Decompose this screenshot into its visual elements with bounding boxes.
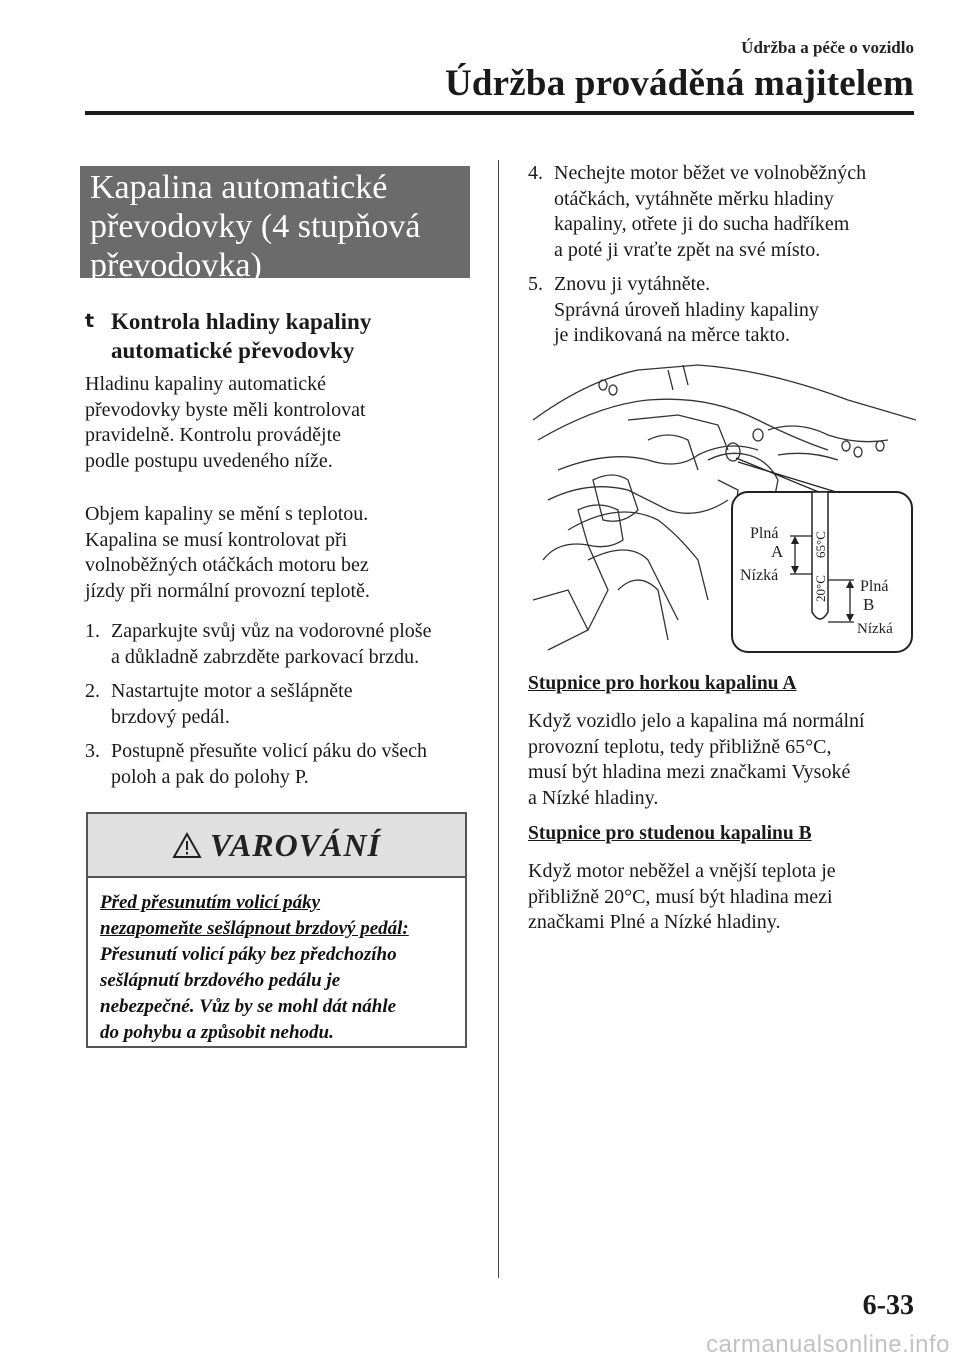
hot-fluid-text: Když vozidlo jelo a kapalina má normální provozní teplotu, tedy přibližně 65°C, musí být hladina mezi značkami Vysoké a Nízké hladiny. [528,710,865,809]
label-a: A [771,542,784,561]
leader-line [738,462,846,495]
subheading-bullet: t [85,310,95,332]
header-rule [85,111,914,115]
label-b: B [863,595,875,614]
cold-fluid-text: Když motor neběžel a vnější teplota je přibližně 20°C, musí být hladina mezi značkami Plné a Nízké hladiny. [528,860,836,933]
step-1 [85,619,485,670]
step-text: Postupně přesuňte volicí páku do všech poloh a pak do polohy P. [111,740,428,788]
step-2 [85,679,485,730]
warning-title: VAROVÁNÍ [209,826,381,863]
step-number: 1. [85,620,100,642]
hot-fluid-heading: Stupnice pro horkou kapalinu A [528,673,797,694]
label-full-b: Plná [860,578,889,595]
step-number: 4. [528,162,543,184]
warning-box [86,812,467,1048]
header-section-label: Údržba a péče o vozidlo [741,38,914,57]
warning-underlined-text: Před přesunutím volicí páky nezapomeňte sešlápnout brzdový pedál: [100,892,409,939]
warning-body [88,878,465,1046]
column-divider [498,160,499,1278]
intro-paragraph-2: Objem kapaliny se mění s teplotou. Kapalina se musí kontrolovat při volnoběžných otáčkách motoru bez jízdy při normální provozní teplotě. [85,503,370,602]
step-3 [85,739,485,790]
step-text: Nechejte motor běžet ve volnoběžných otáčkách, vytáhněte měrku hladiny kapaliny, otřete ji do sucha hadříkem a poté ji vraťte zpět na své místo. [554,162,867,261]
dipstick-figure [528,360,916,656]
step-5 [528,272,928,349]
warning-text: Přesunutí volicí páky bez předchozího sešlápnutí brzdového pedálu je nebezpečné. Vůz by se mohl dát náhle do pohybu a způsobit nehodu. [100,944,397,1043]
step-text: Zaparkujte svůj vůz na vodorovné ploše a důkladně zabrzděte parkovací brzdu. [111,620,432,668]
step-text: Znovu ji vytáhněte. Správná úroveň hladiny kapaliny je indikovaná na měrce takto. [554,273,819,346]
warning-header [88,814,465,878]
section-title: Kapalina automatické převodovky (4 stupňová převodovka) [90,169,421,284]
page-title: Údržba prováděná majitelem [444,63,914,104]
cold-fluid-heading: Stupnice pro studenou kapalinu B [528,823,812,844]
subheading [85,307,475,365]
intro-paragraph-1: Hladinu kapaliny automatické převodovky byste měli kontrolovat pravidelně. Kontrolu provádějte podle postupu uvedeného níže. [85,373,366,472]
label-full-a: Plná [750,525,779,542]
step-4 [528,161,928,263]
warning-triangle-icon [172,832,202,859]
watermark: carmanualsonline.info [706,1331,950,1358]
step-number: 5. [528,273,543,295]
label-20c: 20°C [813,575,828,602]
step-number: 3. [85,740,100,762]
step-number: 2. [85,680,100,702]
label-low-a: Nízká [740,567,779,584]
step-text: Nastartujte motor a sešlápněte brzdový pedál. [111,680,353,728]
page-number: 6-33 [862,1290,914,1321]
section-title-box [80,166,470,284]
label-low-b: Nízká [857,621,893,637]
subheading-text: Kontrola hladiny kapaliny automatické převodovky [111,309,372,363]
leader-line [736,458,826,495]
label-65c: 65°C [813,531,828,558]
